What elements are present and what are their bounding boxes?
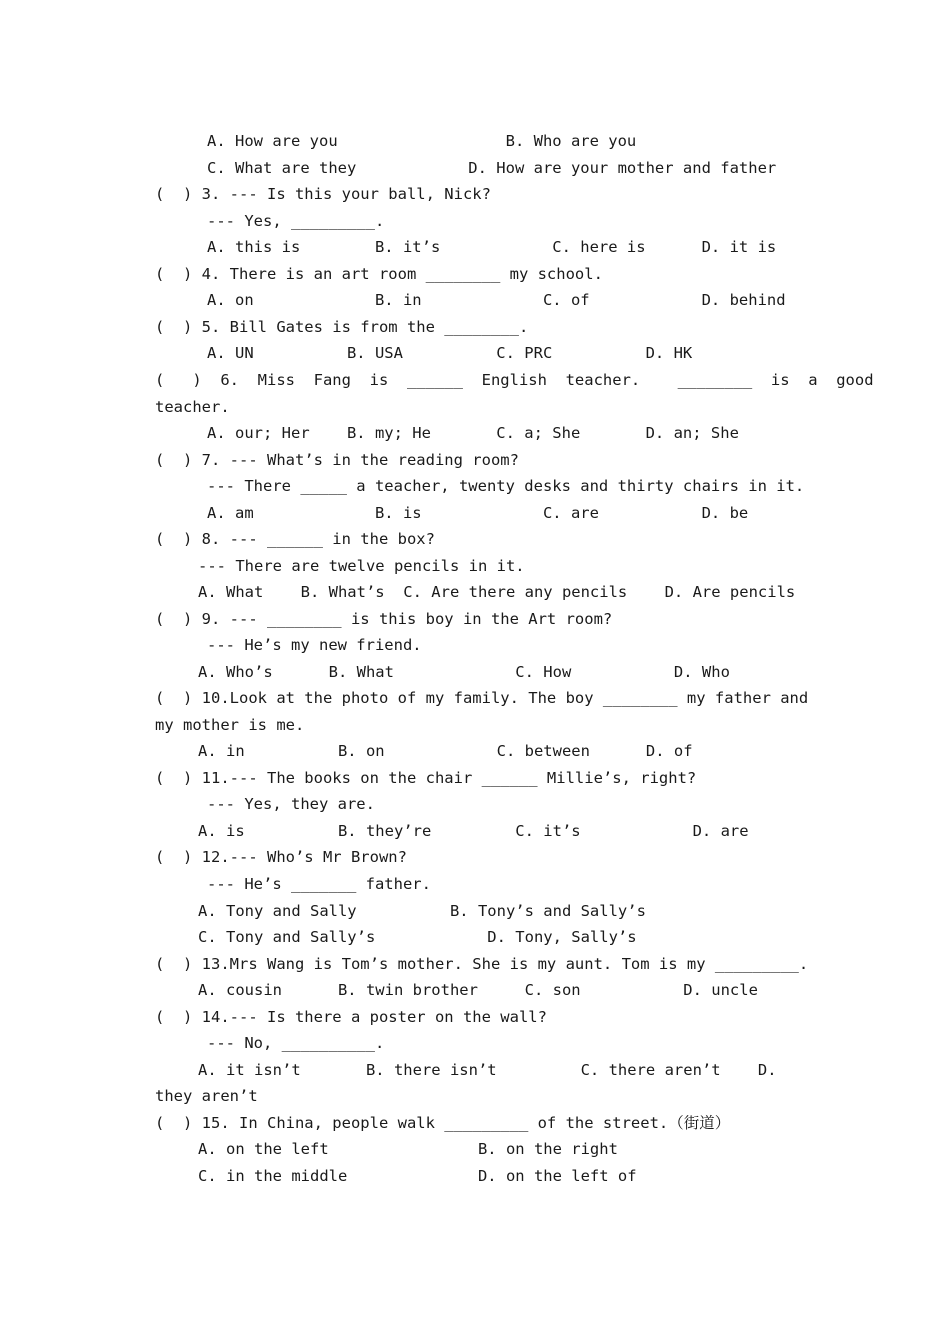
q11-stem: ( ) 11.--- The books on the chair ______ Millie’s, right? <box>155 769 697 787</box>
q11-options: A. is B. they’re C. it’s D. are <box>198 822 749 840</box>
q4-stem: ( ) 4. There is an art room ________ my school. <box>155 265 603 283</box>
q14-options-cont: they aren’t <box>155 1087 258 1105</box>
q6-options: A. our; Her B. my; He C. a; She D. an; She <box>207 424 739 442</box>
q8-stem: ( ) 8. --- ______ in the box? <box>155 530 435 548</box>
q7-reply: --- There _____ a teacher, twenty desks and thirty chairs in it. <box>207 477 805 495</box>
q10-stem-cont: my mother is me. <box>155 716 305 734</box>
q9-reply: --- He’s my new friend. <box>207 636 422 654</box>
q13-options: A. cousin B. twin brother C. son D. uncle <box>198 981 758 999</box>
q3-stem: ( ) 3. --- Is this your ball, Nick? <box>155 185 491 203</box>
q14-stem: ( ) 14.--- Is there a poster on the wall? <box>155 1008 547 1026</box>
q8-reply: --- There are twelve pencils in it. <box>198 557 525 575</box>
q15-options-cd: C. in the middle D. on the left of <box>198 1167 637 1185</box>
q12-options-cd: C. Tony and Sally’s D. Tony, Sally’s <box>198 928 637 946</box>
q3-reply: --- Yes, _________. <box>207 212 385 230</box>
q14-reply: --- No, __________. <box>207 1034 385 1052</box>
q14-options: A. it isn’t B. there isn’t C. there aren’t D. <box>198 1061 777 1079</box>
q8-options: A. What B. What’s C. Are there any pencils D. Are pencils <box>198 583 796 601</box>
q12-options-ab: A. Tony and Sally B. Tony’s and Sally’s <box>198 902 646 920</box>
q13-stem: ( ) 13.Mrs Wang is Tom’s mother. She is my aunt. Tom is my _________. <box>155 955 809 973</box>
q6-stem-cont: teacher. <box>155 398 230 416</box>
q10-stem: ( ) 10.Look at the photo of my family. The boy ________ my father and <box>155 689 809 707</box>
q5-stem: ( ) 5. Bill Gates is from the ________. <box>155 318 529 336</box>
q3-options: A. this is B. it’s C. here is D. it is <box>207 238 777 256</box>
q15-stem: ( ) 15. In China, people walk _________ of the street.（街道） <box>155 1114 731 1132</box>
q12-stem: ( ) 12.--- Who’s Mr Brown? <box>155 848 407 866</box>
q12-reply: --- He’s _______ father. <box>207 875 431 893</box>
q11-reply: --- Yes, they are. <box>207 795 375 813</box>
q9-stem: ( ) 9. --- ________ is this boy in the Art room? <box>155 610 613 628</box>
q2-options-ab: A. How are you B. Who are you <box>207 132 637 150</box>
q4-options: A. on B. in C. of D. behind <box>207 291 786 309</box>
q9-options: A. Who’s B. What C. How D. Who <box>198 663 730 681</box>
q7-options: A. am B. is C. are D. be <box>207 504 749 522</box>
q10-options: A. in B. on C. between D. of <box>198 742 693 760</box>
q6-stem: ( ) 6. Miss Fang is ______ English teacher. ________ is a good <box>155 371 874 389</box>
q2-options-cd: C. What are they D. How are your mother and father <box>207 159 777 177</box>
q15-options-ab: A. on the left B. on the right <box>198 1140 618 1158</box>
q5-options: A. UN B. USA C. PRC D. HK <box>207 344 693 362</box>
q7-stem: ( ) 7. --- What’s in the reading room? <box>155 451 519 469</box>
